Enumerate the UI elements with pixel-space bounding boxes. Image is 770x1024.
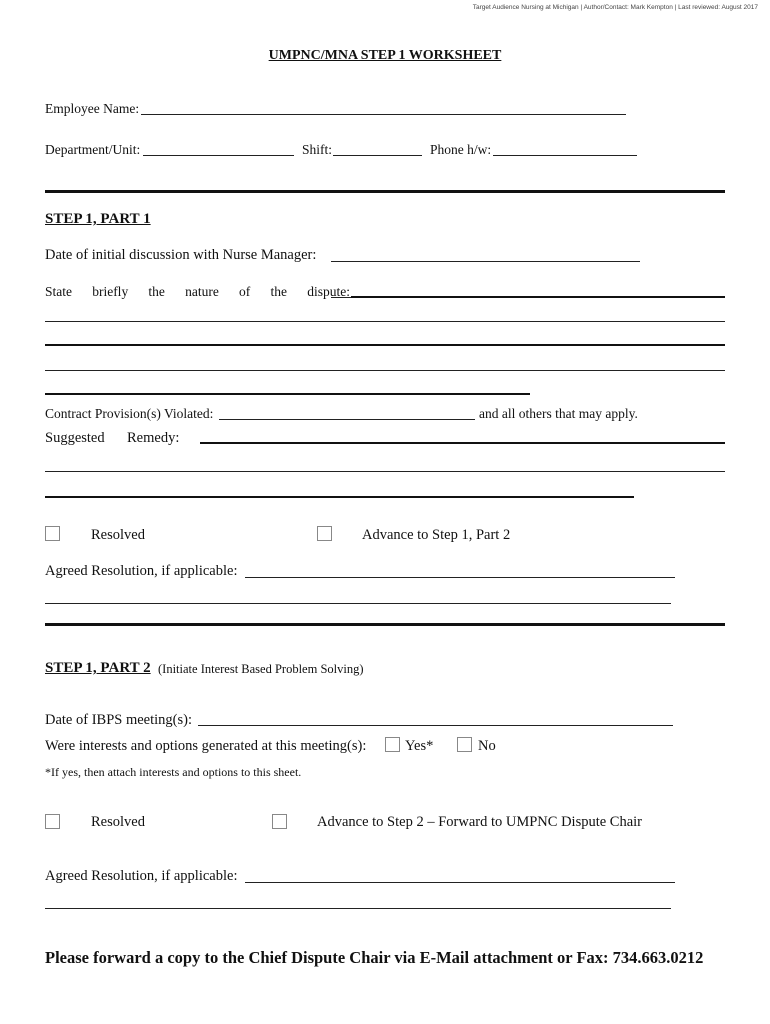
contract-provision-field[interactable] bbox=[219, 419, 475, 420]
phone-label: Phone h/w: bbox=[430, 142, 492, 157]
phone-field[interactable] bbox=[493, 155, 637, 156]
part1-resolved-checkbox[interactable] bbox=[45, 526, 60, 541]
initial-discussion-date-field[interactable] bbox=[331, 261, 640, 262]
dispute-field-start[interactable] bbox=[331, 297, 351, 298]
part2-advance-label: Advance to Step 2 – Forward to UMPNC Dispute Chair bbox=[317, 814, 643, 830]
remedy-field-line-1[interactable] bbox=[200, 442, 725, 444]
dispute-field-line-3[interactable] bbox=[45, 344, 725, 346]
remedy-field-line-2[interactable] bbox=[45, 471, 725, 472]
part2-agreed-resolution-field-1[interactable] bbox=[245, 882, 675, 883]
remedy-label-word2: Remedy: bbox=[127, 430, 180, 446]
shift-field[interactable] bbox=[333, 155, 422, 156]
interests-footnote: *If yes, then attach interests and options to this sheet. bbox=[45, 765, 302, 779]
footer-instruction: Please forward a copy to the Chief Dispute Chair via E-Mail attachment or Fax: 734.663.0212 bbox=[45, 948, 704, 967]
dispute-label: State briefly the nature of the dispute: bbox=[45, 284, 350, 299]
header-meta: Target Audience Nursing at Michigan | Author/Contact: Mark Kempton | Last reviewed: August 2017 bbox=[472, 4, 758, 11]
part2-resolved-label: Resolved bbox=[91, 814, 145, 830]
employee-name-field[interactable] bbox=[141, 114, 626, 115]
interests-yes-checkbox[interactable] bbox=[385, 737, 400, 752]
employee-name-label: Employee Name: bbox=[45, 101, 140, 116]
interests-no-checkbox[interactable] bbox=[457, 737, 472, 752]
shift-label: Shift: bbox=[302, 142, 333, 157]
interests-no-label: No bbox=[478, 738, 496, 754]
ibps-date-label: Date of IBPS meeting(s): bbox=[45, 712, 192, 728]
dispute-field-line-2[interactable] bbox=[45, 321, 725, 322]
part1-heading: STEP 1, PART 1 bbox=[45, 211, 151, 227]
department-label: Department/Unit: bbox=[45, 142, 141, 157]
section-divider bbox=[45, 190, 725, 193]
initial-discussion-date-label: Date of initial discussion with Nurse Manager: bbox=[45, 247, 317, 263]
section-divider bbox=[45, 623, 725, 626]
part1-resolved-label: Resolved bbox=[91, 527, 145, 543]
part1-agreed-resolution-field-2[interactable] bbox=[45, 603, 671, 604]
part1-agreed-resolution-field-1[interactable] bbox=[245, 577, 675, 578]
remedy-field-line-3[interactable] bbox=[45, 496, 634, 498]
part1-advance-label: Advance to Step 1, Part 2 bbox=[362, 527, 511, 543]
part2-heading-note: (Initiate Interest Based Problem Solving) bbox=[158, 662, 364, 676]
page-title: UMPNC/MNA STEP 1 WORKSHEET bbox=[268, 48, 502, 63]
ibps-date-field[interactable] bbox=[198, 725, 673, 726]
dispute-field-line-1[interactable] bbox=[351, 296, 725, 298]
contract-provision-suffix: and all others that may apply. bbox=[479, 406, 638, 421]
part1-agreed-resolution-label: Agreed Resolution, if applicable: bbox=[45, 563, 238, 579]
part1-advance-checkbox[interactable] bbox=[317, 526, 332, 541]
part2-advance-checkbox[interactable] bbox=[272, 814, 287, 829]
part2-agreed-resolution-field-2[interactable] bbox=[45, 908, 671, 909]
dispute-field-line-4[interactable] bbox=[45, 370, 725, 371]
contract-provision-label: Contract Provision(s) Violated: bbox=[45, 406, 214, 421]
remedy-label-word1: Suggested bbox=[45, 430, 105, 446]
dispute-field-line-5[interactable] bbox=[45, 393, 530, 395]
interests-question-label: Were interests and options generated at this meeting(s): bbox=[45, 738, 367, 754]
part2-agreed-resolution-label: Agreed Resolution, if applicable: bbox=[45, 868, 238, 884]
department-field[interactable] bbox=[143, 155, 294, 156]
part2-heading: STEP 1, PART 2 bbox=[45, 660, 151, 676]
part2-resolved-checkbox[interactable] bbox=[45, 814, 60, 829]
interests-yes-label: Yes* bbox=[405, 738, 434, 754]
